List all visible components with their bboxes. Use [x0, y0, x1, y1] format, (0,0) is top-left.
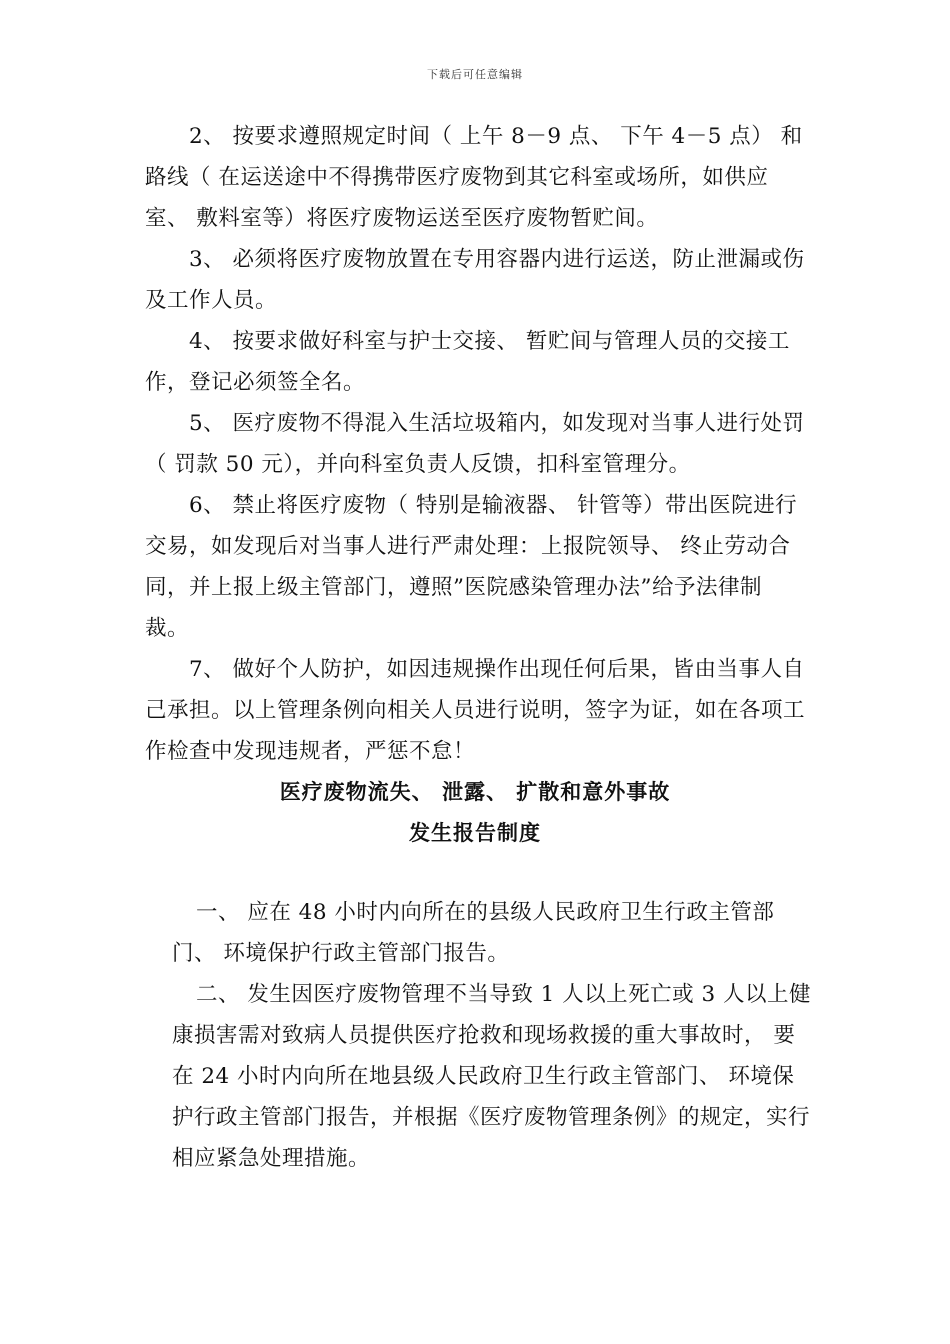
rules-list	[145, 116, 805, 772]
section-title-line2: 发生报告制度	[409, 821, 541, 845]
report-list	[172, 892, 812, 1179]
report-item-2: 二、 发生因医疗废物管理不当导致 1 人以上死亡或 3 人以上健康损害需对致病人员提供医疗抢救和现场救援的重大事故时， 要在 24 小时内向所在地县级人民政府卫生行政主管部门、 环境保护行政主管部门报告，并根据《医疗废物管理条例》的规定，实行相应紧急处理措施。	[172, 982, 812, 1171]
rule-item-5: 5、 医疗废物不得混入生活垃圾箱内，如发现对当事人进行处罚（ 罚款 50 元），并向科室负责人反馈，扣科室管理分。	[145, 411, 805, 477]
rule-item-7: 7、 做好个人防护，如因违规操作出现任何后果，皆由当事人自己承担。以上管理条例向相关人员进行说明，签字为证，如在各项工作检查中发现违规者，严惩不怠！	[145, 657, 806, 764]
rule-item-2: 2、 按要求遵照规定时间（ 上午 8－9 点、 下午 4－5 点） 和路线（ 在运送途中不得携带医疗废物到其它科室或场所，如供应室、 敷料室等）将医疗废物运送至医疗废物暂贮间。	[145, 124, 803, 231]
rule-item-6: 6、 禁止将医疗废物（ 特别是输液器、 针管等）带出医院进行交易，如发现后对当事人进行严肃处理：上报院领导、 终止劳动合同，并上报上级主管部门，遵照”医院感染管理办法”给予法律制裁。	[145, 493, 798, 641]
section-title-line1: 医疗废物流失、 泄露、 扩散和意外事故	[279, 780, 671, 804]
report-item-1: 一、 应在 48 小时内向所在的县级人民政府卫生行政主管部门、 环境保护行政主管部门报告。	[172, 900, 775, 966]
rule-item-4: 4、 按要求做好科室与护士交接、 暂贮间与管理人员的交接工作，登记必须签全名。	[145, 329, 790, 395]
header-note: 下载后可任意编辑	[427, 68, 523, 81]
rule-item-3: 3、 必须将医疗废物放置在专用容器内进行运送，防止泄漏或伤及工作人员。	[145, 247, 805, 313]
